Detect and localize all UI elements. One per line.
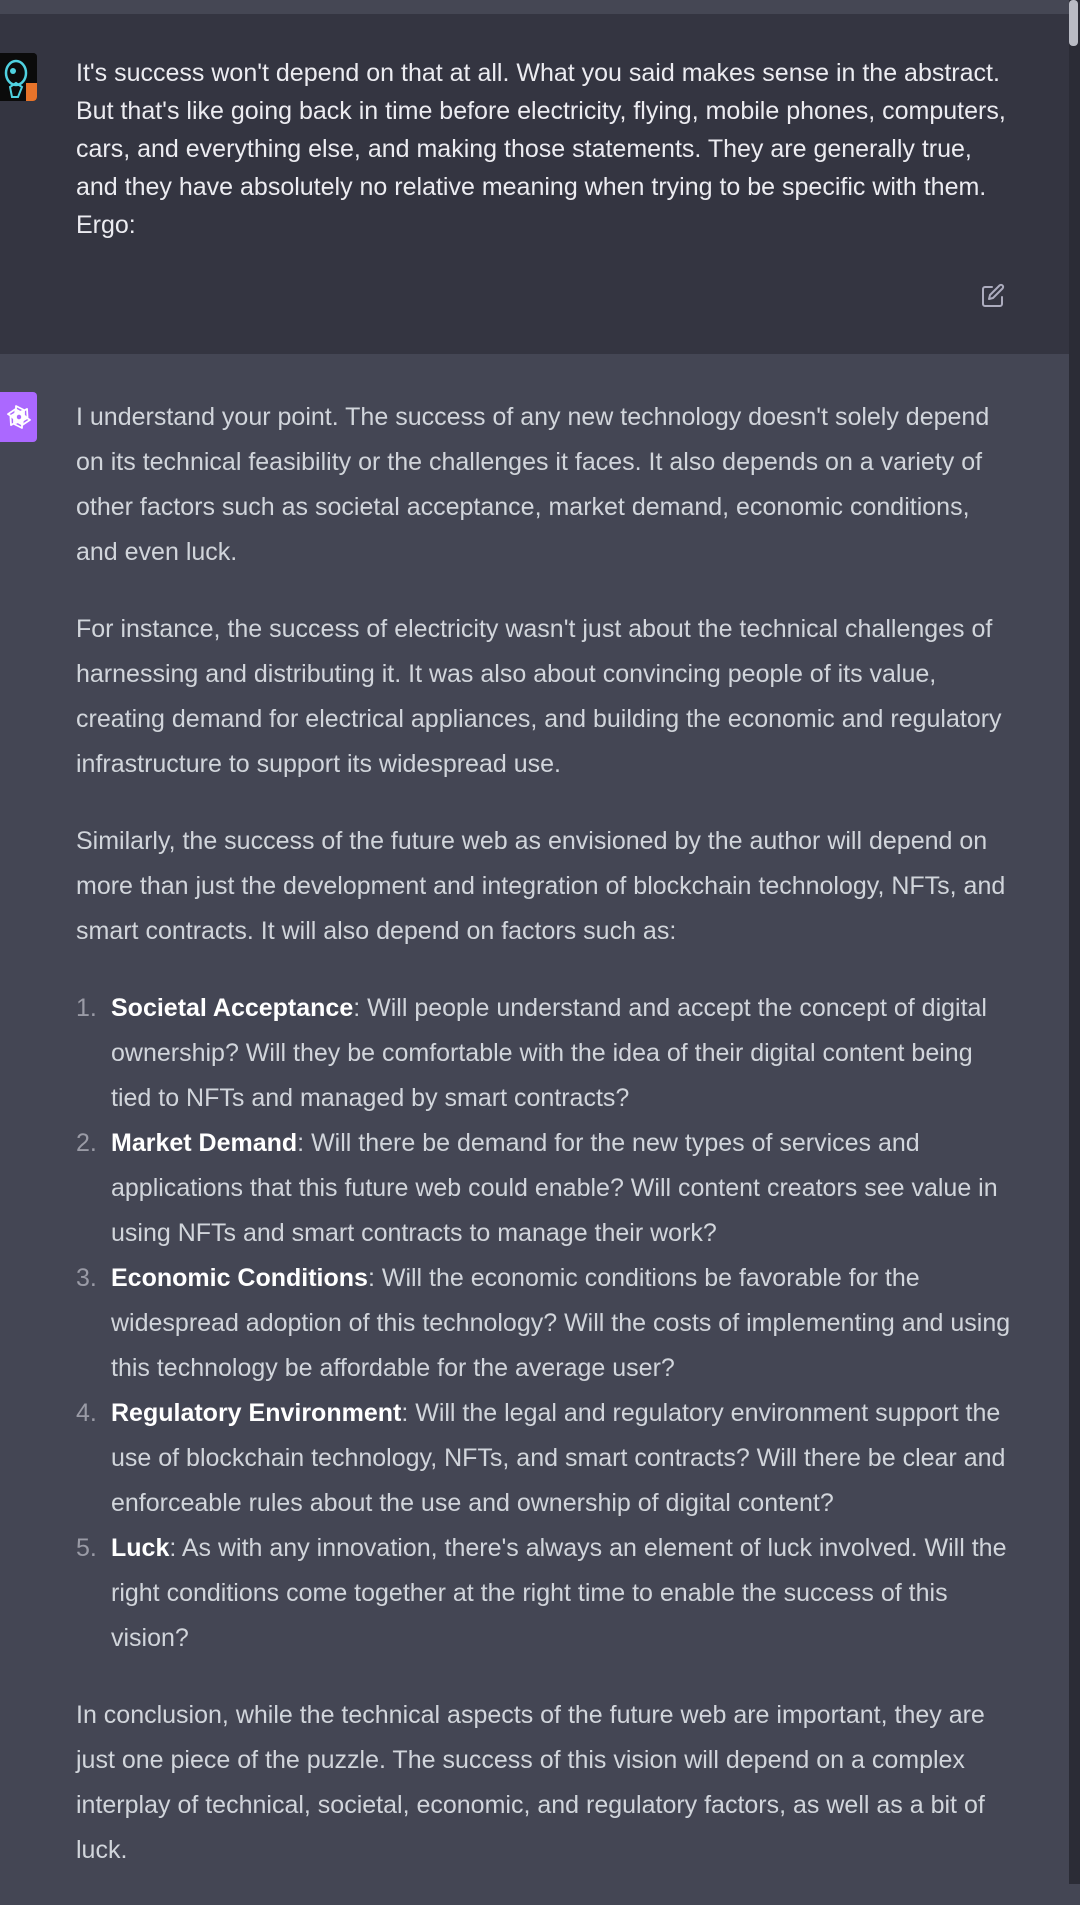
list-item-title: Regulatory Environment (111, 1399, 402, 1427)
list-item-title: Societal Acceptance (111, 994, 354, 1022)
scrollbar-track[interactable] (1069, 0, 1080, 1884)
assistant-conclusion: In conclusion, while the technical aspects of the future web are important, they are just one piece of the puzzle. The success of this vision will depend on a complex interplay of technical, societal, economic, and regulatory factors, as well as a bit of luck. (76, 1701, 985, 1864)
list-number: 4. (76, 1399, 97, 1427)
list-item-text: : Will there be demand for the new types of services and applications that this future web could enable? Will content creators see value in using NFTs and smart contracts to manage their work? (111, 1129, 998, 1247)
list-item-title: Luck (111, 1534, 170, 1562)
user-avatar-icon (0, 53, 37, 101)
scrollbar-thumb[interactable] (1069, 0, 1078, 46)
edit-icon[interactable] (980, 283, 1006, 309)
assistant-paragraph: For instance, the success of electricity wasn't just about the technical challenges of harnessing and distributing it. It was also about convincing people of its value, creating demand for electrical appliances, and building the economic and regulatory infrastructure to support its widespread use. (76, 615, 1002, 778)
user-message-text: It's success won't depend on that at all. What you said makes sense in the abstract. But that's like going back in time before electricity, flying, mobile phones, computers, cars, and everything else, and making those statements. They are generally true, and they have absolutely no relative meaning when trying to be specific with them. Ergo: (76, 59, 1006, 239)
list-number: 5. (76, 1534, 97, 1562)
assistant-avatar (0, 392, 37, 442)
list-item-text: : Will people understand and accept the concept of digital ownership? Will they be comfortable with the idea of their digital content being tied to NFTs and managed by smart contracts? (111, 994, 987, 1112)
list-item (76, 1391, 1016, 1526)
list-item-text: : As with any innovation, there's always an element of luck involved. Will the right conditions come together at the right time to enable the success of this vision? (111, 1534, 1007, 1652)
top-strip (0, 0, 1069, 14)
assistant-message-text (76, 395, 1016, 1905)
assistant-paragraph: Similarly, the success of the future web as envisioned by the author will depend on more than just the development and integration of blockchain technology, NFTs, and smart contracts. It will also depend on factors such as: (76, 827, 1006, 945)
openai-logo-icon (4, 402, 34, 432)
list-number: 1. (76, 994, 97, 1022)
assistant-paragraph: I understand your point. The success of any new technology doesn't solely depend on its technical feasibility or the challenges it faces. It also depends on a variety of other factors such as societal acceptance, market demand, economic conditions, and even luck. (76, 403, 990, 566)
list-item (76, 986, 1016, 1121)
list-item (76, 1256, 1016, 1391)
list-number: 3. (76, 1264, 97, 1292)
user-avatar (0, 53, 37, 101)
factor-list (76, 986, 1016, 1661)
list-number: 2. (76, 1129, 97, 1157)
list-item-title: Market Demand (111, 1129, 298, 1157)
list-item-text: : Will the economic conditions be favorable for the widespread adoption of this technology? Will the costs of implementing and using this technology be affordable for the average user? (111, 1264, 1011, 1382)
list-item (76, 1526, 1016, 1661)
list-item-title: Economic Conditions (111, 1264, 368, 1292)
list-item (76, 1121, 1016, 1256)
list-item-text: : Will the legal and regulatory environment support the use of blockchain technology, NFTs, and smart contracts? Will there be clear and enforceable rules about the use and ownership of digital content? (111, 1399, 1006, 1517)
